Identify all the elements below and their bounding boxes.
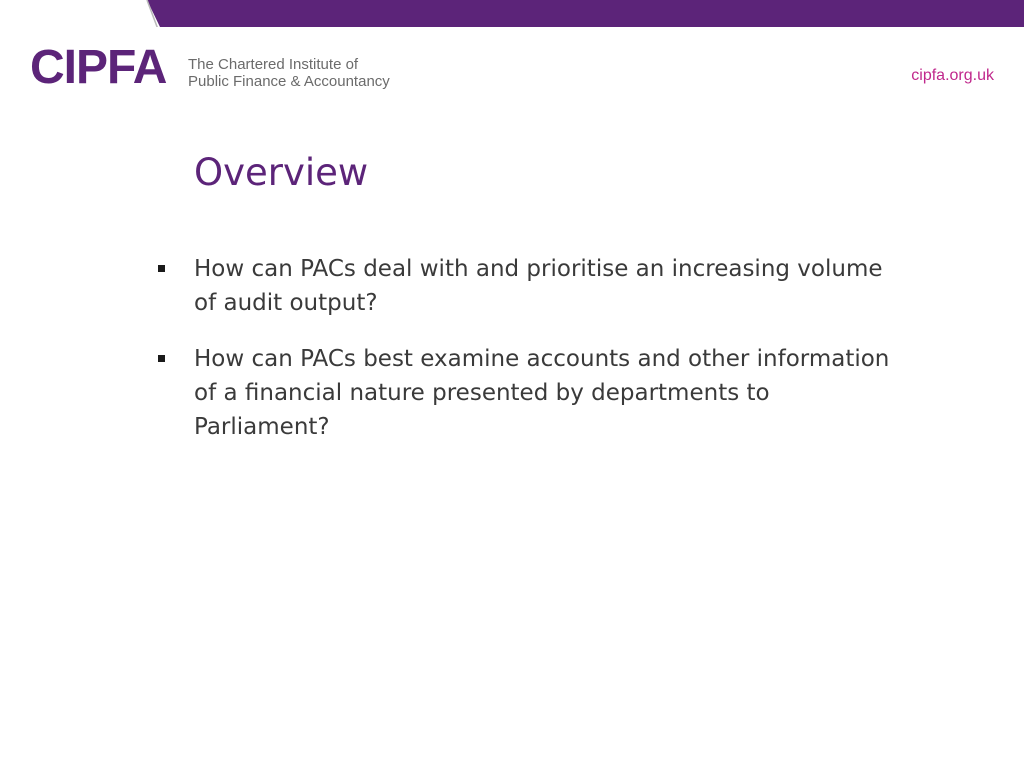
header-band <box>0 0 1024 27</box>
square-bullet-icon <box>158 355 165 362</box>
bullet-text: How can PACs best examine accounts and other information of a financial nature presented by departments to Parliament? <box>194 346 890 440</box>
logo-tagline-line2: Public Finance & Accountancy <box>188 73 390 90</box>
slide-title: Overview <box>194 151 369 194</box>
bullet-list <box>194 252 894 466</box>
website-link[interactable]: cipfa.org.uk <box>911 67 994 84</box>
logo-tagline-line1: The Chartered Institute of <box>188 56 359 73</box>
bullet-text: How can PACs deal with and prioritise an increasing volume of audit output? <box>194 256 883 316</box>
logo-wordmark: CIPFA <box>30 41 167 94</box>
bullet-item <box>194 252 894 320</box>
square-bullet-icon <box>158 265 165 272</box>
bullet-item <box>194 342 894 444</box>
logo-tagline <box>188 56 390 90</box>
